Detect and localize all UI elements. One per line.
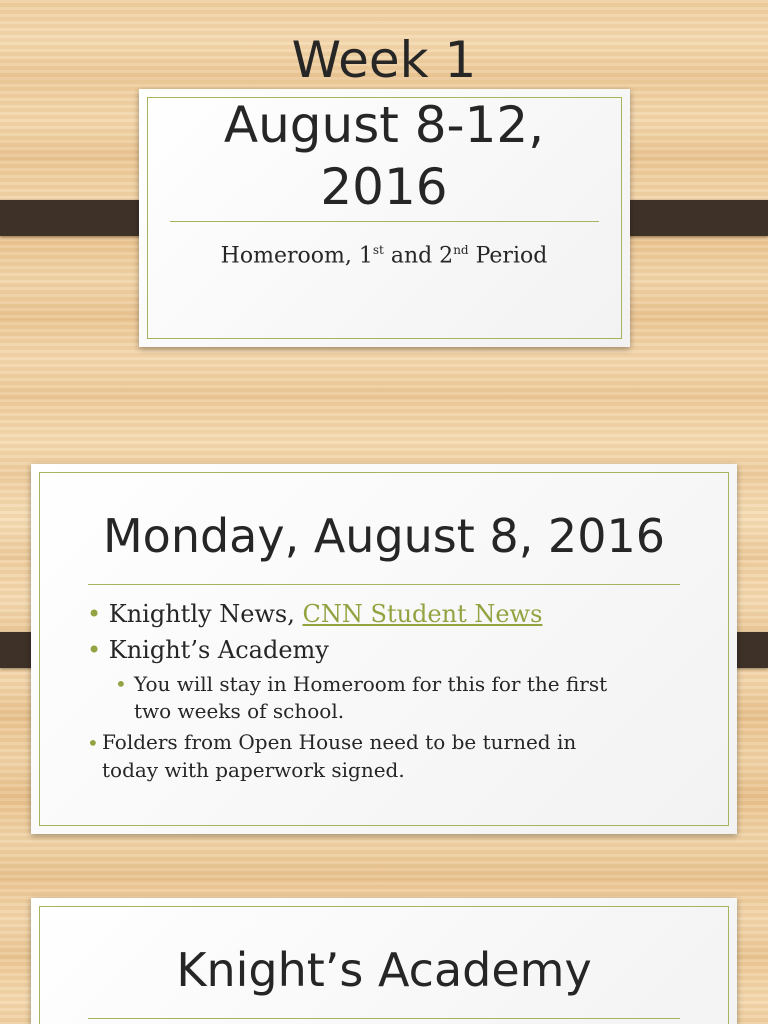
bullet-folders	[87, 729, 99, 757]
cnn-student-news-link[interactable]: CNN Student News	[302, 600, 543, 628]
slide-1	[0, 0, 768, 420]
slide-1-subtitle	[0, 236, 768, 270]
subtitle-part-c: Period	[468, 243, 548, 269]
subtitle-part-a: Homeroom, 1	[220, 243, 373, 269]
year-title: 2016	[320, 158, 448, 216]
slide-2	[0, 440, 768, 860]
slide-2-divider	[88, 584, 680, 585]
bullet-knightly-news	[87, 599, 542, 629]
slide-1-divider	[170, 221, 599, 222]
slide-3-divider	[88, 1018, 680, 1019]
bullet-knightly-news-text: Knightly News,	[108, 600, 303, 628]
sub-bullet-homeroom-line-1: You will stay in Homeroom for this for the first	[134, 672, 608, 696]
slide-3	[0, 880, 768, 1024]
knights-academy-title: Knight’s Academy	[176, 943, 592, 997]
subtitle-sup-nd: nd	[453, 243, 469, 257]
week-title: Week 1	[291, 31, 477, 89]
sub-bullet-homeroom	[115, 670, 127, 698]
bullet-knights-academy-text: Knight’s Academy	[108, 636, 329, 664]
bullet-knights-academy	[87, 635, 329, 665]
subtitle-part-b: and 2	[383, 243, 454, 269]
bullet-dot: •	[87, 731, 99, 755]
sub-bullet-dot: •	[115, 672, 127, 696]
bullet-folders-line-1: Folders from Open House need to be turned in	[102, 730, 577, 754]
bullet-dot: •	[87, 600, 102, 628]
bullet-folders-line-2: today with paperwork signed.	[102, 758, 405, 782]
bullet-dot: •	[87, 636, 102, 664]
date-range-title: August 8-12,	[223, 96, 545, 154]
subtitle-sup-st: st	[372, 243, 384, 257]
monday-title: Monday, August 8, 2016	[102, 509, 666, 563]
sub-bullet-homeroom-line-2: two weeks of school.	[134, 699, 345, 723]
